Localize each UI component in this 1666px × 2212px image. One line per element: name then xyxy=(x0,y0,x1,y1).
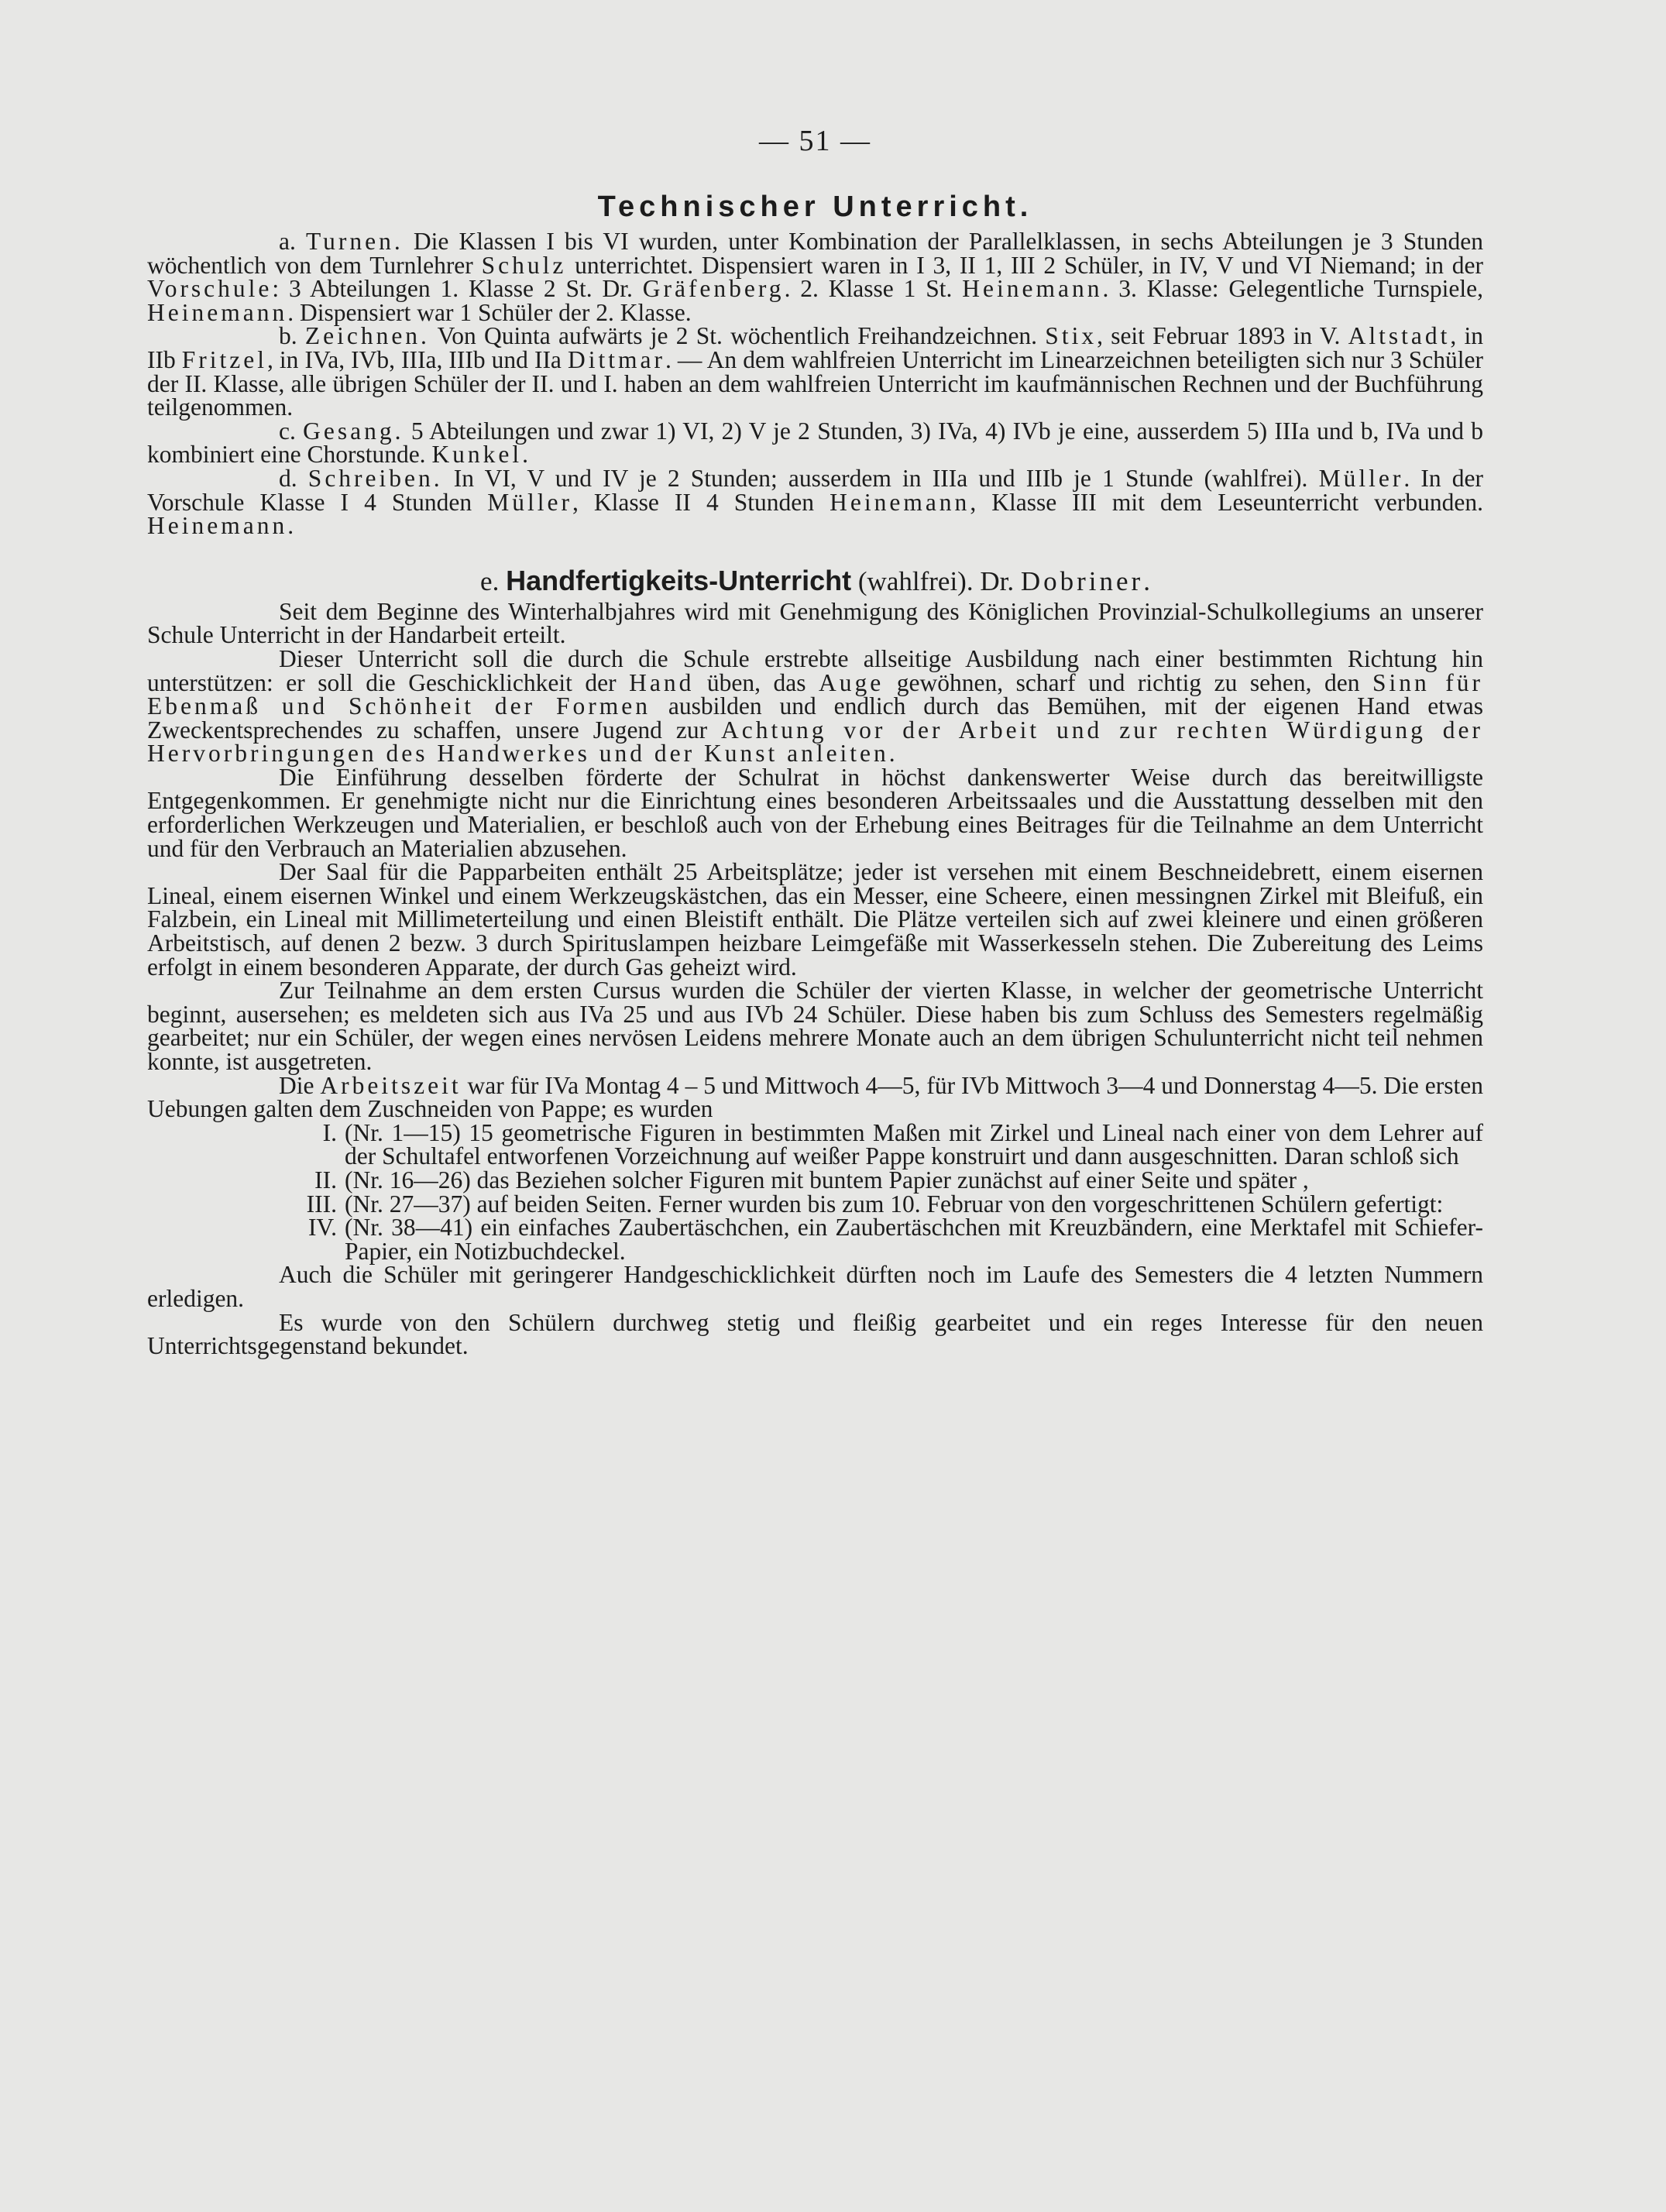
heading-turnen: Turnen. xyxy=(306,228,404,255)
name-mueller: Müller xyxy=(487,488,572,516)
name-fritzel: Fritzel xyxy=(181,345,268,373)
spacer xyxy=(147,538,1483,565)
paragraph-schreiben: d. Schreiben. In VI, V und IV je 2 Stunden; ausserdem in IIIa und IIIb je 1 Stunde (wahlfrei). Müller. In der Vorschule Klasse I 4 Stunden Müller, Klasse II 4 Stunden Heinemann, Klasse III mit dem Leseunterricht verbunden. Heinemann. xyxy=(147,464,1483,540)
name-heinemann: Heinemann xyxy=(147,512,288,540)
paragraph-teilnahme: Zur Teilnahme an dem ersten Cursus wurden die Schüler der vierten Klasse, in welcher der geometrische Unterricht beginnt, ausersehen; es meldeten sich aus IVa 25 und aus IVb 24 Schüler. Diese haben bis zum Schluss des Semesters regelmäßig gearbeitet; nur ein Schüler, der wegen eines nervösen Leidens mehrere Monate auch an dem übrigen Schulunterricht nicht teil nehmen konnte, ist ausgetreten. xyxy=(147,977,1483,1075)
name-graefenberg: Gräfenberg xyxy=(642,275,785,303)
list-item: IV. (Nr. 38—41) ein einfaches Zaubertäschchen, ein Zaubertäschchen mit Kreuzbändern, eine Merktafel mit Schiefer-Papier, ein Notizbuchdeckel. xyxy=(307,1214,1483,1265)
name-mueller: Müller xyxy=(1318,464,1404,492)
paragraph-interesse: Es wurde von den Schülern durchweg stetig und fleißig gearbeitet und ein reges Interesse für den neuen Unterrichtsgegenstand bekundet. xyxy=(147,1308,1483,1360)
name-dobriner: Dobriner xyxy=(1020,565,1144,596)
name-heinemann: Heinemann xyxy=(830,488,970,516)
name-heinemann: Heinemann xyxy=(962,275,1103,303)
heading-handfertigkeit: Handfertigkeits-Unterricht xyxy=(506,564,852,596)
word-hand: Hand xyxy=(629,668,695,696)
list-item: III. (Nr. 27—37) auf beiden Seiten. Ferner wurden bis zum 10. Februar von den vorgeschrittenen Schülern gefertigt: xyxy=(306,1190,1444,1218)
heading-gesang: Gesang. xyxy=(303,417,404,445)
list-item: I. (Nr. 1—15) 15 geometrische Figuren in bestimmten Maßen mit Zirkel und Lineal nach einer von dem Lehrer auf der Schultafel entworfenen Vorzeichnung auf weißer Pappe konstruirt und dann ausgeschnitten. Daran schloß sich xyxy=(322,1118,1483,1170)
heading-schreiben: Schreiben. xyxy=(307,464,443,492)
paragraph-turnen: a. Turnen. Die Klassen I bis VI wurden, unter Kombination der Parallelklassen, in sechs Abteilungen je 3 Stunden wöchentlich von dem Turnlehrer Schulz unterrichtet. Dispensiert waren in I 3, II 1, III 2 Schüler, in IV, V und VI Niemand; in der Vorschule: 3 Abteilungen 1. Klasse 2 St. Dr. Gräfenberg. 2. Klasse 1 St. Heinemann. 3. Klasse: Gelegentliche Turnspiele, Heinemann. Dispensiert war 1 Schüler der 2. Klasse. xyxy=(147,228,1484,326)
name-stix: Stix xyxy=(1045,322,1097,350)
name-schulz: Schulz xyxy=(481,251,567,279)
word-auge: Auge xyxy=(819,668,885,696)
name-kunkel: Kunkel xyxy=(431,441,523,469)
name-dittmar: Dittmar xyxy=(567,345,665,373)
page-number: — 51 — xyxy=(759,125,871,157)
paragraph-aims: Dieser Unterricht soll die durch die Schule erstrebte allseitige Ausbildung nach einer bestimmten Richtung hin unterstützen: er soll die Geschicklichkeit der Hand üben, das Auge gewöhnen, scharf und richtig zu sehen, den Sinn für Ebenmaß und Schönheit der Formen ausbilden und endlich durch das Bemühen, mit der eigenen Hand etwas Zweckentsprechendes zu schaffen, unsere Jugend zur Achtung vor der Arbeit und zur rechten Würdigung der Hervorbringungen des Handwerkes und der Kunst anleiten. xyxy=(147,644,1483,768)
section-title: Technischer Unterricht. xyxy=(597,191,1033,223)
list-item: II. (Nr. 16—26) das Beziehen solcher Figuren mit buntem Papier zunächst auf einer Seite und später , xyxy=(314,1166,1309,1194)
subsection-title: e. Handfertigkeits-Unterricht (wahlfrei). Dr. Dobriner. xyxy=(480,564,1150,596)
paragraph-zeichnen: b. Zeichnen. Von Quinta aufwärts je 2 St. wöchentlich Freihandzeichnen. Stix, seit Februar 1893 in V. Altstadt, in IIb Fritzel, in IVa, IVb, IIIa, IIIb und IIa Dittmar. — An dem wahlfreien Unterricht im Linearzeichnen beteiligten sich nur 3 Schüler der II. Klasse, alle übrigen Schüler der II. und I. haben an dem wahlfreien Unterricht im kaufmännischen Rechnen und der Buchführung teilgenommen. xyxy=(147,322,1483,421)
paragraph-nummern: Auch die Schüler mit geringerer Handgeschicklichkeit dürften noch im Laufe des Semesters die 4 letzten Nummern erledigen. xyxy=(147,1261,1483,1312)
text-block xyxy=(147,124,1483,1358)
paragraph-einfuehrung: Die Einführung desselben förderte der Schulrat in höchst dankenswerter Weise durch das bereitwilligste Entgegenkommen. Er genehmigte nicht nur die Einrichtung eines besonderen Arbeitssaales und die Ausstattung desselben mit den erforderlichen Werkzeugen und Materialien, er beschloß auch von der Erhebung eines Beitrages für die Teilnahme an dem Unterricht und für den Verbrauch an Materialien abzusehen. xyxy=(147,763,1483,862)
paragraph-arbeitszeit: Die Arbeitszeit war für IVa Montag 4 – 5 und Mittwoch 4—5, für IVb Mittwoch 3—4 und Donnerstag 4—5. Die ersten Uebungen galten dem Zuschneiden von Pappe; es wurden xyxy=(147,1071,1484,1123)
name-altstadt: Altstadt xyxy=(1348,322,1451,350)
numbered-list xyxy=(147,1118,1483,1265)
word-arbeitszeit: Arbeitszeit xyxy=(320,1071,462,1099)
heading-zeichnen: Zeichnen. xyxy=(304,322,430,350)
word-vorschule: Vorschule xyxy=(147,275,273,303)
name-heinemann: Heinemann xyxy=(147,298,288,326)
paragraph-intro: Seit dem Beginne des Winterhalbjahres wird mit Genehmigung des Königlichen Provinzial-Schulkollegiums an unserer Schule Unterricht in der Handarbeit erteilt. xyxy=(147,597,1483,649)
phrase-achtung: Achtung vor der Arbeit und zur rechten Würdigung der Hervorbringungen des Handwerkes und der Kunst anleiten xyxy=(147,716,1483,768)
phrase-sinn: Sinn für Ebenmaß und Schönheit der Formen xyxy=(147,668,1483,720)
paragraph-saal: Der Saal für die Papparbeiten enthält 25 Arbeitsplätze; jeder ist versehen mit einem Beschneidebrett, einem eisernen Lineal, einem eisernen Winkel und einem Werkzeugskästchen, das ein Messer, eine Scheere, einen messingnen Zirkel mit Bleifuß, ein Falzbein, ein Lineal mit Millimeterteilung und einen Bleistift enthält. Die Plätze verteilen sich auf zwei kleinere und einen größeren Arbeitstisch, auf denen 2 bezw. 3 durch Spirituslampen heizbare Leimgefäße mit Wasserkesseln stehen. Die Zubereitung des Leims erfolgt in einem besonderen Apparate, der durch Gas geheizt wird. xyxy=(147,858,1483,981)
paragraph-gesang: c. Gesang. 5 Abteilungen und zwar 1) VI, 2) V je 2 Stunden, 3) IVa, 4) IVb je eine, ausserdem 5) IIIa und b, IVa und b kombiniert eine Chorstunde. Kunkel. xyxy=(147,417,1484,469)
